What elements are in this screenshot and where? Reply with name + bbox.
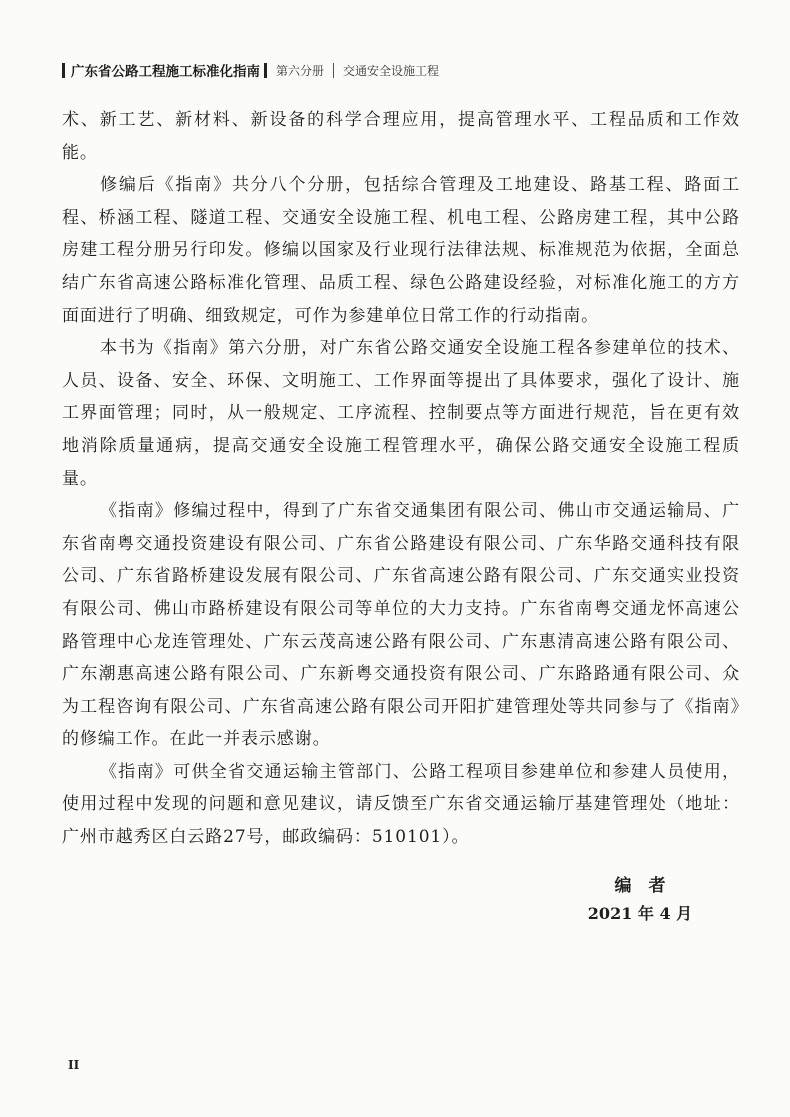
page-number: II <box>68 1058 80 1072</box>
paragraph: 修编后《指南》共分八个分册，包括综合管理及工地建设、路基工程、路面工程、桥涵工程、隧道工程、交通安全设施工程、机电工程、公路房建工程，其中公路房建工程分册另行印发。修编以国家及行业现行法律法规、标准规范为依据，全面总结广东省高速公路标准化管理、品质工程、绿色公路建设经验，对标准化施工的方方面面进行了明确、细致规定，可作为参建单位日常工作的行动指南。 <box>62 175 740 326</box>
running-header <box>62 58 448 82</box>
paragraph: 《指南》可供全省交通运输主管部门、公路工程项目参建单位和参建人员使用，使用过程中发现的问题和意见建议，请反馈至广东省交通运输厅基建管理处（地址：广州市越秀区白云路27号，邮政编码：510101）。 <box>62 761 740 848</box>
paragraph-continuation: 术、新工艺、新材料、新设备的科学合理应用，提高管理水平、工程品质和工作效能。 <box>62 110 740 163</box>
volume-label: 第六分册 <box>276 63 325 78</box>
header-divider-bar <box>264 63 267 78</box>
signature-block <box>560 873 720 927</box>
signature-date: 2021 年 4 月 <box>587 904 693 923</box>
paragraph: 本书为《指南》第六分册，对广东省公路交通安全设施工程各参建单位的技术、人员、设备、安全、环保、文明施工、工作界面等提出了具体要求，强化了设计、施工界面管理；同时，从一般规定、工序流程、控制要点等方面进行规范，旨在更有效地消除质量通病，提高交通安全设施工程管理水平，确保公路交通安全设施工程质量。 <box>62 338 740 489</box>
body-text <box>62 104 740 854</box>
section-title: 交通安全设施工程 <box>343 63 440 78</box>
header-divider-bar <box>62 63 65 78</box>
book-title: 广东省公路工程施工标准化指南 <box>71 64 260 80</box>
header-divider-line <box>333 63 334 78</box>
paragraph: 《指南》修编过程中，得到了广东省交通集团有限公司、佛山市交通运输局、广东省南粤交通投资建设有限公司、广东省公路建设有限公司、广东华路交通科技有限公司、广东省路桥建设发展有限公司、广东省高速公路有限公司、广东交通实业投资有限公司、佛山市路桥建设有限公司等单位的大力支持。广东省南粤交通龙怀高速公路管理中心龙连管理处、广东云茂高速公路有限公司、广东惠清高速公路有限公司、广东潮惠高速公路有限公司、广东新粤交通投资有限公司、广东路路通有限公司、众为工程咨询有限公司、广东省高速公路有限公司开阳扩建管理处等共同参与了《指南》的修编工作。在此一并表示感谢。 <box>62 501 740 750</box>
editor-signature: 编者 <box>614 876 683 896</box>
